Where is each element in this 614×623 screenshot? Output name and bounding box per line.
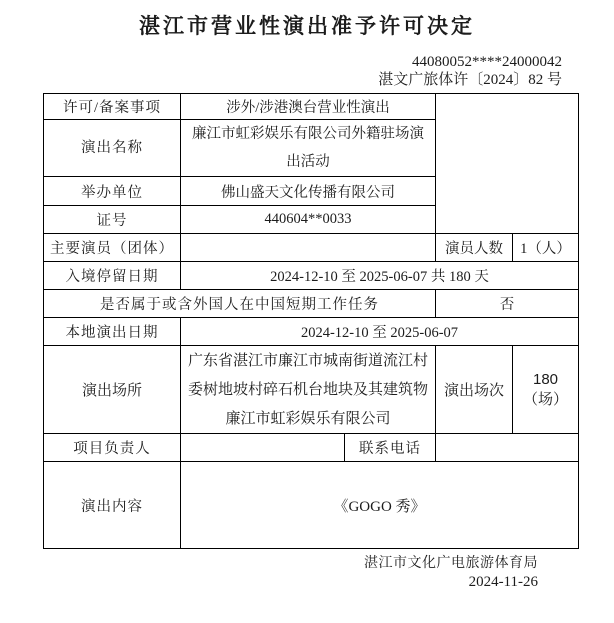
performance-name-label: 演出名称 bbox=[44, 120, 181, 177]
doc-reference-number: 湛文广旅体许〔2024〕82 号 bbox=[378, 72, 562, 88]
empty-region bbox=[436, 94, 579, 234]
performance-content-label: 演出内容 bbox=[44, 462, 181, 549]
row-venue bbox=[44, 346, 579, 434]
performance-content-value: 《GOGO 秀》 bbox=[181, 462, 579, 549]
row-entry-stay-dates bbox=[44, 262, 579, 290]
venue-label: 演出场所 bbox=[44, 346, 181, 434]
local-performance-dates-value: 2024-12-10 至 2025-06-07 bbox=[181, 318, 579, 346]
main-performers-value bbox=[181, 234, 436, 262]
contact-phone-value bbox=[436, 434, 579, 462]
permit-details-table bbox=[43, 93, 579, 549]
main-performers-label: 主要演员（团体） bbox=[44, 234, 181, 262]
performer-count-label: 演员人数 bbox=[436, 234, 513, 262]
document-footer bbox=[0, 555, 614, 592]
row-local-performance-dates bbox=[44, 318, 579, 346]
entry-stay-dates-value: 2024-12-10 至 2025-06-07 共 180 天 bbox=[181, 262, 579, 290]
certificate-no-label: 证号 bbox=[44, 206, 181, 234]
contact-phone-label: 联系电话 bbox=[345, 434, 436, 462]
row-performance-content bbox=[44, 462, 579, 549]
sessions-value: 180（场） bbox=[513, 346, 579, 434]
venue-value: 广东省湛江市廉江市城南街道流江村委树地坡村碎石机台地块及其建筑物廉江市虹彩娱乐有限公司 bbox=[181, 346, 436, 434]
performance-name-value: 廉江市虹彩娱乐有限公司外籍驻场演出活动 bbox=[181, 120, 436, 177]
project-manager-label: 项目负责人 bbox=[44, 434, 181, 462]
document-title: 湛江市营业性演出准予许可决定 bbox=[139, 14, 475, 38]
permit-item-value: 涉外/涉港澳台营业性演出 bbox=[181, 94, 436, 120]
issue-date: 2024-11-26 bbox=[468, 574, 538, 590]
license-number: 44080052****24000042 bbox=[412, 54, 562, 70]
permit-item-label: 许可/备案事项 bbox=[44, 94, 181, 120]
short-term-work-label: 是否属于或含外国人在中国短期工作任务 bbox=[44, 290, 436, 318]
row-permit-item bbox=[44, 94, 579, 120]
sessions-label: 演出场次 bbox=[436, 346, 513, 434]
row-main-performers bbox=[44, 234, 579, 262]
entry-stay-dates-label: 入境停留日期 bbox=[44, 262, 181, 290]
organizer-value: 佛山盛天文化传播有限公司 bbox=[181, 177, 436, 206]
document-references bbox=[0, 53, 614, 89]
row-project-manager bbox=[44, 434, 579, 462]
certificate-no-value: 440604**0033 bbox=[181, 206, 436, 234]
row-short-term-work bbox=[44, 290, 579, 318]
organizer-label: 举办单位 bbox=[44, 177, 181, 206]
local-performance-dates-label: 本地演出日期 bbox=[44, 318, 181, 346]
short-term-work-value: 否 bbox=[436, 290, 579, 318]
performer-count-value: 1（人） bbox=[513, 234, 579, 262]
issuing-authority: 湛江市文化广电旅游体育局 bbox=[364, 556, 538, 571]
project-manager-value bbox=[181, 434, 345, 462]
